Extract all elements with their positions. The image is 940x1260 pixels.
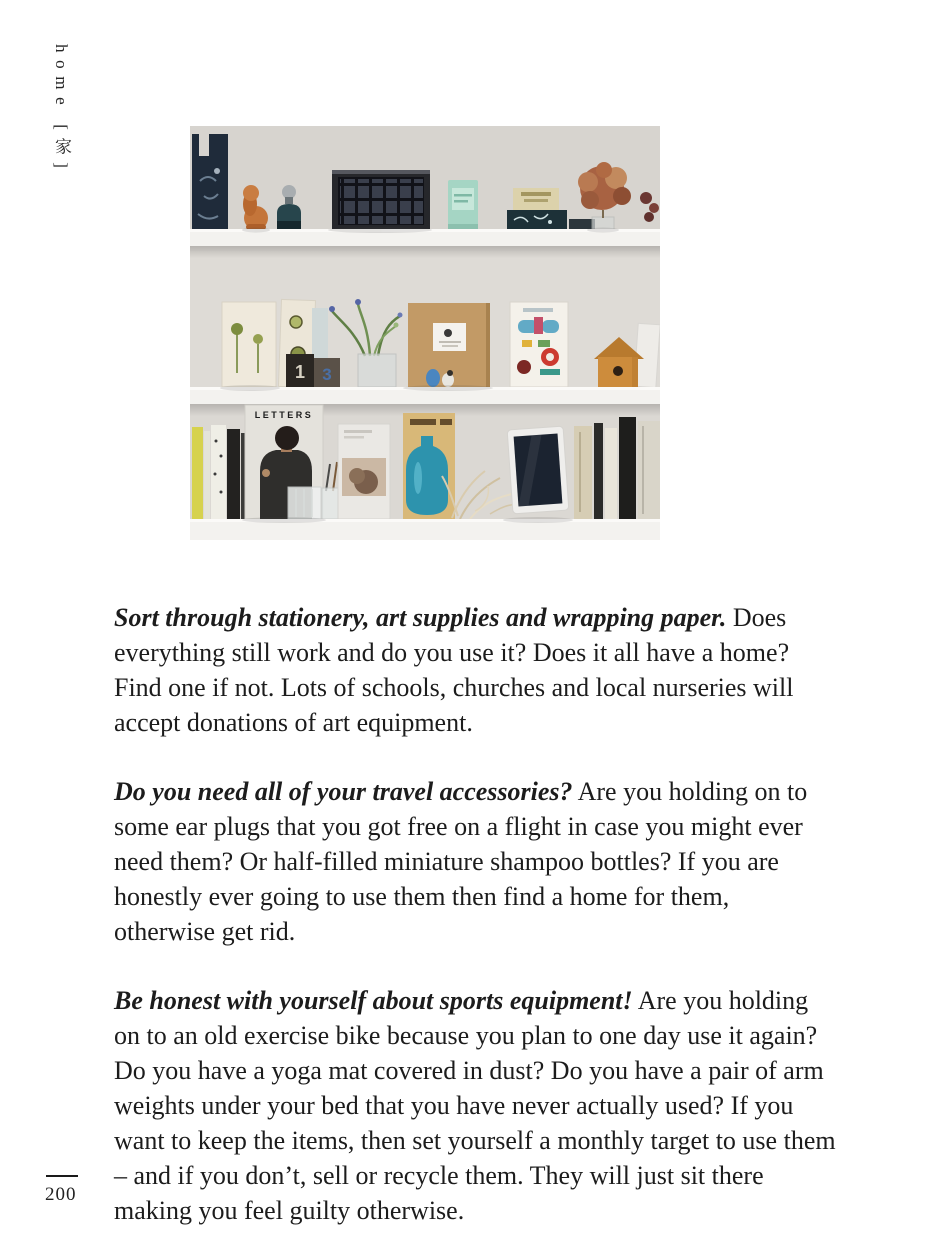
botanical-card	[222, 302, 276, 387]
paragraph-body: Are you holding on to some ear plugs that you got free on a flight in case you might ever need them? Or half-filled miniature shampoo bottles? If you are honestly ever going to use them then find a home for them, otherwise get rid.	[114, 777, 808, 946]
paragraph-body: Are you holding on to an old exercise bike because you plan to one day use it again? Do you have a yoga mat covered in dust? Do you have a pair of arm weights under your bed that you have never actually used? If you want to keep the items, then set yourself a monthly target to use them – and if you don’t, sell or recycle them. They will just sit there making you feel guilty otherwise.	[114, 986, 836, 1225]
body-text	[114, 600, 836, 1260]
paragraph-lead: Be honest with yourself about sports equipment!	[114, 986, 633, 1015]
number-blocks	[286, 354, 340, 387]
bottle-book	[403, 413, 455, 519]
shelf-photo-illustration	[190, 126, 660, 540]
block-number-1: 1	[294, 362, 306, 382]
drinking-glass	[288, 487, 321, 519]
shelf-photo	[190, 126, 660, 540]
paragraph-travel	[114, 774, 836, 949]
paragraph-sports	[114, 983, 836, 1228]
cream-box	[513, 188, 559, 210]
page-number: 200	[45, 1184, 77, 1205]
paragraph-stationery	[114, 600, 836, 740]
book-row-right	[574, 417, 660, 519]
shelf-board-top	[190, 229, 660, 258]
picture-book	[510, 302, 568, 387]
block-number-3: 3	[322, 365, 332, 384]
paragraph-body: Does everything still work and do you use it? Does it all have a home? Find one if not. Lots of schools, churches and local nurseries will accept donations of art equipment.	[114, 603, 794, 737]
mint-tin	[448, 180, 478, 229]
chapter-label-vertical: home [家]	[52, 44, 71, 176]
tablet	[507, 426, 569, 514]
paragraph-lead: Sort through stationery, art supplies and wrapping paper.	[114, 603, 727, 632]
book-stack-left	[192, 425, 246, 519]
navy-book-box	[192, 134, 228, 230]
magazine-title: LETTERS	[254, 410, 314, 420]
footer-rule	[46, 1175, 78, 1177]
page-footer	[45, 1175, 105, 1206]
photo-magazine	[338, 424, 390, 519]
letterpress-tray	[332, 170, 430, 230]
paragraph-lead: Do you need all of your travel accessories?	[114, 777, 573, 806]
